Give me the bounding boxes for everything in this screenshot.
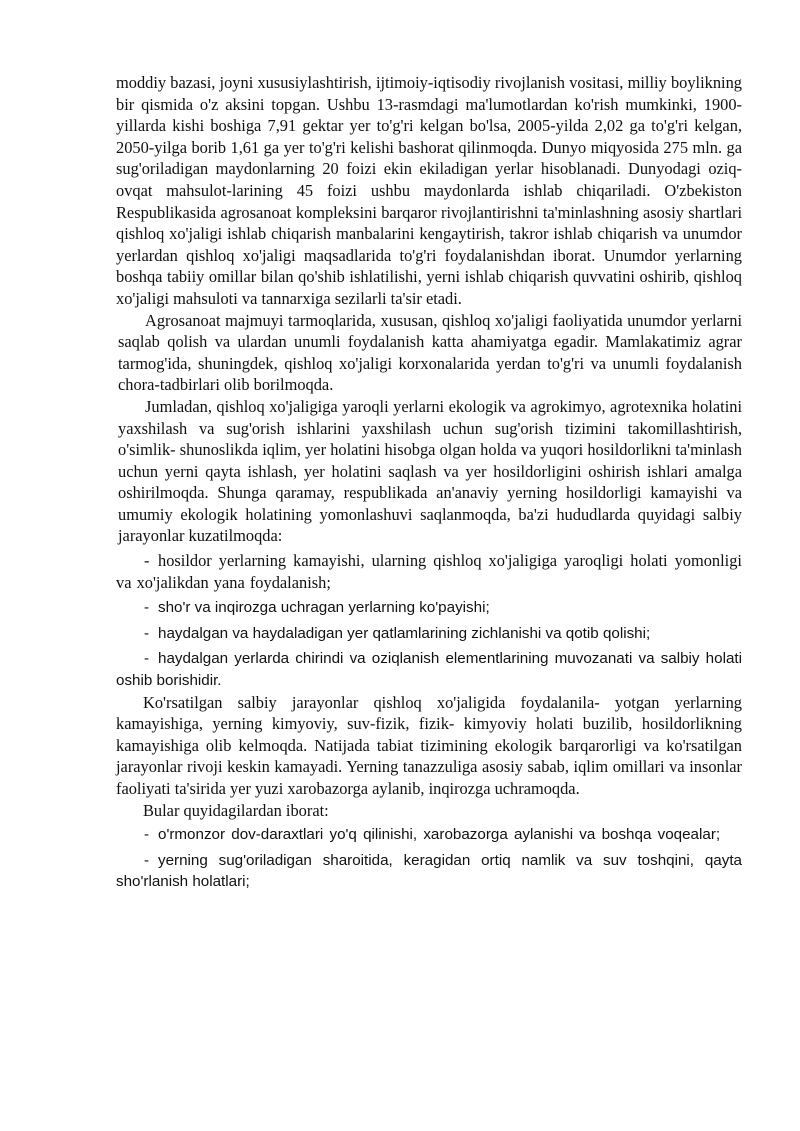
- paragraph-3: Jumladan, qishloq xo'jaligiga yaroqli yerlarni ekologik va agrokimyo, agrotexnika holatini yaxshilash va sug'orish ishlarini yaxshilash uchun sug'orish tizimini takomillashtirish, o'simlik- shunoslikda iqlim, yer holatini hisobga olgan holda va yuqori hosildorlikni ta'minlash uchun yerni qayta ishlash, yer holatini saqlash va yer hosildorligini oshirish ishlari amalga oshirilmoqda. Shunga qaramay, respublikada an'anaviy yerning hosildorligi kamayishi va umumiy ekologik holatining yomonlashuvi saqlanmoqda, ba'zi hududlarda quyidagi salbiy jarayonlar kuzatilmoqda:: [118, 396, 742, 546]
- list-dash: -: [144, 599, 150, 617]
- list-dash: -: [144, 851, 150, 869]
- list-item: [116, 550, 742, 593]
- list-dash: -: [144, 624, 150, 642]
- list-item: [116, 824, 742, 846]
- negative-processes-list: [116, 550, 742, 692]
- agrosanoat-section: [118, 310, 742, 548]
- list-dash: -: [144, 826, 150, 844]
- list-item-text: o'rmonzor dov-daraxtlari yo'q qilinishi, xarobazorga aylanishi va boshqa voqealar;: [158, 826, 721, 844]
- list-dash: -: [144, 551, 150, 571]
- list-dash: -: [144, 650, 150, 668]
- list-item-text: yerning sug'oriladigan sharoitida, keragidan ortiq namlik va suv toshqini, qayta sho'rlanish holatlari;: [116, 851, 742, 891]
- list-item-text: haydalgan va haydaladigan yer qatlamlarining zichlanishi va qotib qolishi;: [158, 624, 651, 642]
- causes-list: [116, 824, 742, 893]
- list-item: [116, 850, 742, 893]
- paragraph-5: Bular quyidagilardan iborat:: [143, 800, 329, 820]
- list-item-text: hosildor yerlarning kamayishi, ularning qishloq xo'jaligiga yaroqligi holati yomonligi va xo'jalikdan yana foydalanish;: [116, 551, 742, 592]
- paragraph-4: Ko'rsatilgan salbiy jarayonlar qishloq xo'jaligida foydalanila- yotgan yerlarning kamayishiga, yerning kimyoviy, suv-fizik, fizik- kimyoviy holati buzilib, hosildorlikning kamayishiga olib kelmoqda. Natijada tabiat tizimining ekologik barqarorligi va ko'rsatilgan jarayonlar rivoji keskin kamayadi. Yerning tanazzuliga asosiy sabab, iqlim omillari va insonlar faoliyati ta'sirida yer yuzi xarobazorga aylanib, inqirozga uchramoqda.: [116, 692, 742, 798]
- paragraph-1: moddiy bazasi, joyni xususiylashtirish, ijtimoiy-iqtisodiy rivojlanish vositasi, milliy boylikning bir qismida o'z aksini topgan. Ushbu 13-rasmdagi ma'lumotlardan ko'rish mumkinki, 1900-yillarda kishi boshiga 7,91 gektar yer to'g'ri kelgan bo'lsa, 2005-yilda 2,02 ga to'g'ri kelgan, 2050-yilga borib 1,61 ga yer to'g'ri kelishi bashorat qilinmoqda. Dunyo miqyosida 275 mln. ga sug'oriladigan maydonlarning 20 foizi ekin ekiladigan yerlar hisoblanadi. Dunyodagi oziq-ovqat mahsulot-larining 45 foizi ushbu maydonlarda ishlab chiqariladi. O'zbekiston Respublikasida agrosanoat kompleksini barqaror rivojlantirishni ta'minlashning asosiy shartlari qishloq xo'jaligi ishlab chiqarish manbalarini kengaytirish, takror ishlab chiqarish va unumdor yerlardan qishloq xo'jaligi maqsadlarida to'g'ri foydalanishdan iborat. Unumdor yerlarning boshqa tabiiy omillar bilan qo'shib ishlatilishi, yerni ishlab chiqarish quvvatini oshirib, qishloq xo'jaligi mahsuloti va tannarxiga sezilarli ta'sir etadi.: [116, 73, 742, 308]
- list-item: [116, 623, 742, 645]
- paragraph-2: Agrosanoat majmuyi tarmoqlarida, xususan, qishloq xo'jaligi faoliyatida unumdor yerlarni saqlab qolish va ulardan unumli foydalanish katta ahamiyatga egadir. Mamlakatimiz agrar tarmog'ida, shuningdek, qishloq xo'jaligi korxonalarida yerdan to'g'ri va unumli foydalanish chora-tadbirlari olib borilmoqda.: [118, 310, 742, 395]
- list-item-text: sho'r va inqirozga uchragan yerlarning ko'payishi;: [158, 599, 490, 617]
- list-item: [116, 648, 742, 691]
- list-item-text: haydalgan yerlarda chirindi va oziqlanish elementlarining muvozanati va salbiy holati oshib borishidir.: [116, 650, 742, 690]
- document-page: [116, 72, 742, 893]
- list-item: [116, 597, 742, 619]
